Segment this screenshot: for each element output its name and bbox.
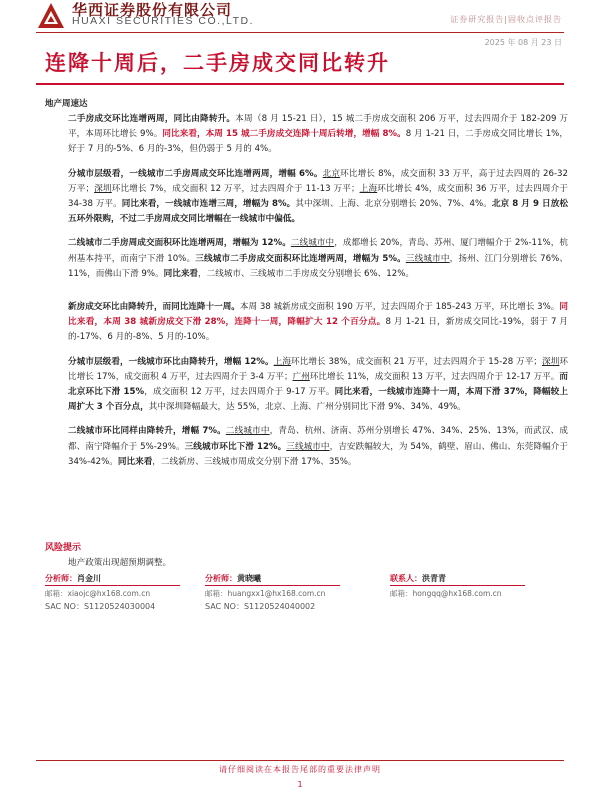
body-text: 环比增长 17%，成交面积 4 万平，过去四周介于 3-4 万平； xyxy=(68,356,568,382)
report-body xyxy=(68,112,568,479)
city-label: 二线城市中 xyxy=(225,426,270,437)
analyst-sac: SAC NO：S1120524030004 xyxy=(45,602,156,611)
body-text: 8 月 1-21 日，新房成交同比-19%，弱于 7 月的-17%、6 月的-8%、5 月的-10%。 xyxy=(68,317,568,343)
legal-disclaimer[interactable]: 请仔细阅读在本报告尾部的重要法律声明 xyxy=(219,765,381,774)
body-text: 环比增长 7%，成交面积 12 万平，过去四周介于 11-13 万平； xyxy=(111,183,360,194)
contact-name: 洪青青 xyxy=(422,574,446,583)
body-text: ，吉安跌幅较大，为 54%，鹤壁、眉山、佛山、东莞降幅介于 34%-42%。 xyxy=(68,441,568,467)
bold-text: 三线城市环比下滑 12%。 xyxy=(184,441,287,452)
footer-divider xyxy=(36,760,564,761)
city-label: 上海 xyxy=(359,183,378,194)
section-label: 地产周速达 xyxy=(45,99,88,109)
city-label: 二线城市中 xyxy=(290,238,335,249)
body-paragraph xyxy=(68,355,568,416)
city-label: 上海 xyxy=(273,356,291,367)
bold-text: 二线城市二手房周成交面积环比连增两周，增幅为 12%。 xyxy=(68,238,291,249)
huaxi-logo-icon xyxy=(36,2,66,30)
brand-name-en: HUAXI SECURITIES CO.,LTD. xyxy=(72,15,254,27)
body-text: ，二线城市、三线城市二手房成交分别增长 6%、12%。 xyxy=(198,268,414,279)
page-number: 1 xyxy=(297,780,303,789)
contact-card xyxy=(390,573,540,599)
contact-email[interactable]: 邮箱：hongqq@hx168.com.cn xyxy=(390,589,502,598)
bold-text: 二手房成交环比连增两周，同比由降转升。 xyxy=(68,114,236,124)
body-text: 环比增长 8%，成交面积 33 万平，高于过去四周的 26-32 万平； xyxy=(68,168,568,194)
body-text: 环比增长 38%，成交面积 21 万平，过去四周介于 15-28 万平； xyxy=(291,356,542,367)
body-text: 8 月 1-21 日，二手房成交同比增长 1%，好于 7 月的-5%、6 月的-3%，但仍弱于 5 月的 4%。 xyxy=(68,129,568,155)
analyst-email[interactable]: 邮箱：xiaojc@hx168.com.cn xyxy=(45,589,151,598)
analyst-email[interactable]: 邮箱：huangxx1@hx168.com.cn xyxy=(205,589,326,598)
body-text: ，青岛、杭州、济南、苏州分别增长 47%、34%、25%、13%，而武汉、成都、南宁降幅介于 5%-29%。 xyxy=(68,426,568,452)
bold-text: 分城市层级看，一线城市二手房周成交环比连增两周，增幅 6%。 xyxy=(68,168,323,179)
bold-text: 北京 8 月 9 日放松五环外限购，不过二手房周成交同比增幅在一线城市中偏低。 xyxy=(68,199,568,225)
analyst-sac: SAC NO：S1120524040002 xyxy=(205,602,316,611)
report-type: 证券研究报告|固收点评报告 xyxy=(450,15,562,24)
body-text: 其中深圳、上海、北京分别增长 20%、7%、4%。 xyxy=(295,199,492,210)
analyst-name: 黄晓曦 xyxy=(237,574,261,583)
analyst-card xyxy=(45,573,195,612)
body-text: ，扬州、江门分别增长 76%、11%，而佛山下滑 9%。 xyxy=(68,253,568,279)
report-date: 2025 年 08 月 23 日 xyxy=(484,38,562,47)
body-text: 本周（8 月 15-21 日），15 城二手房成交面积 206 万平，过去四周介于 182-209 万平，本周环比增长 9%。 xyxy=(68,114,568,140)
brand-name-cn: 华西证券股份有限公司 xyxy=(72,1,233,19)
city-label: 深圳 xyxy=(541,356,560,367)
body-text: 环比增长 11%，成交面积 13 万平，过去四周介于 12-17 万平。 xyxy=(309,371,560,382)
title-divider xyxy=(36,83,564,85)
analyst-name: 肖金川 xyxy=(77,574,101,583)
analyst-card xyxy=(205,573,355,612)
bold-text: 同比来看，一线城市连降十一周，本周下滑 37%，降幅较上周扩大 3 个百分点， xyxy=(68,387,568,413)
body-paragraph xyxy=(68,424,568,470)
body-text: ，二线新房、三线城市周成交分别下滑 17%、35%。 xyxy=(152,456,357,467)
bold-text: 三线城市二手房成交面积环比连增两周，增幅为 5%。 xyxy=(195,253,406,264)
city-label: 广州 xyxy=(292,371,310,382)
risk-title: 风险提示 xyxy=(45,543,82,553)
risk-text: 地产政策出现超预期调整。 xyxy=(68,558,172,568)
body-paragraph xyxy=(68,300,568,346)
body-text: ，成交面积 12 万平，过去四周介于 9-17 万平。 xyxy=(144,387,335,398)
city-label: 三线城市中 xyxy=(286,441,330,452)
bold-text: 同比来看 xyxy=(117,456,153,467)
contact-role: 联系人：洪青青 xyxy=(390,573,525,586)
analyst-role: 分析师：黄晓曦 xyxy=(205,573,340,586)
bold-text: 二线城市环比同样由降转升，增幅 7%。 xyxy=(68,426,226,437)
highlight-text: 同比来看，本周 38 城新房成交下滑 28%，连降十一周，降幅扩大 12 个百分点。 xyxy=(68,302,568,328)
analyst-role: 分析师：肖金川 xyxy=(45,573,180,586)
body-text: 其中深圳降幅最大，达 55%，北京、上海、广州分别同比下滑 9%、34%、49%。 xyxy=(148,402,466,413)
bold-text: 而北京环比下滑 15% xyxy=(68,371,569,398)
body-text: 本周 38 城新房成交面积 190 万平，过去四周介于 185-243 万平，环比增长 3%。 xyxy=(239,302,560,313)
city-label: 北京 xyxy=(322,168,341,179)
highlight-text: 同比来看，本周 15 城二手房成交连降十周后转增，增幅 8%。 xyxy=(162,129,406,140)
bold-text: 同比来看，一线城市连增三周，增幅为 8%。 xyxy=(121,199,296,210)
report-title: 连降十周后，二手房成交同比转升 xyxy=(45,51,390,75)
bold-text: 新房成交环比由降转升，而同比连降十一周。 xyxy=(68,302,240,313)
body-paragraph xyxy=(68,167,568,228)
city-label: 深圳 xyxy=(94,183,112,194)
city-label: 三线城市中 xyxy=(405,253,450,264)
body-paragraph xyxy=(68,236,568,282)
body-text: ，成都增长 20%，青岛、苏州、厦门增幅介于 2%-11%，杭州基本持平，而南宁下滑 10%。 xyxy=(68,238,568,264)
header-divider xyxy=(36,32,564,33)
bold-text: 同比来看 xyxy=(163,268,199,279)
bold-text: 分城市层级看，一线城市环比由降转升，增幅 12%。 xyxy=(68,356,274,367)
body-text: 环比增长 4%，成交面积 36 万平，过去四周介于 34-38 万平。 xyxy=(68,183,568,210)
body-paragraph xyxy=(68,112,568,158)
